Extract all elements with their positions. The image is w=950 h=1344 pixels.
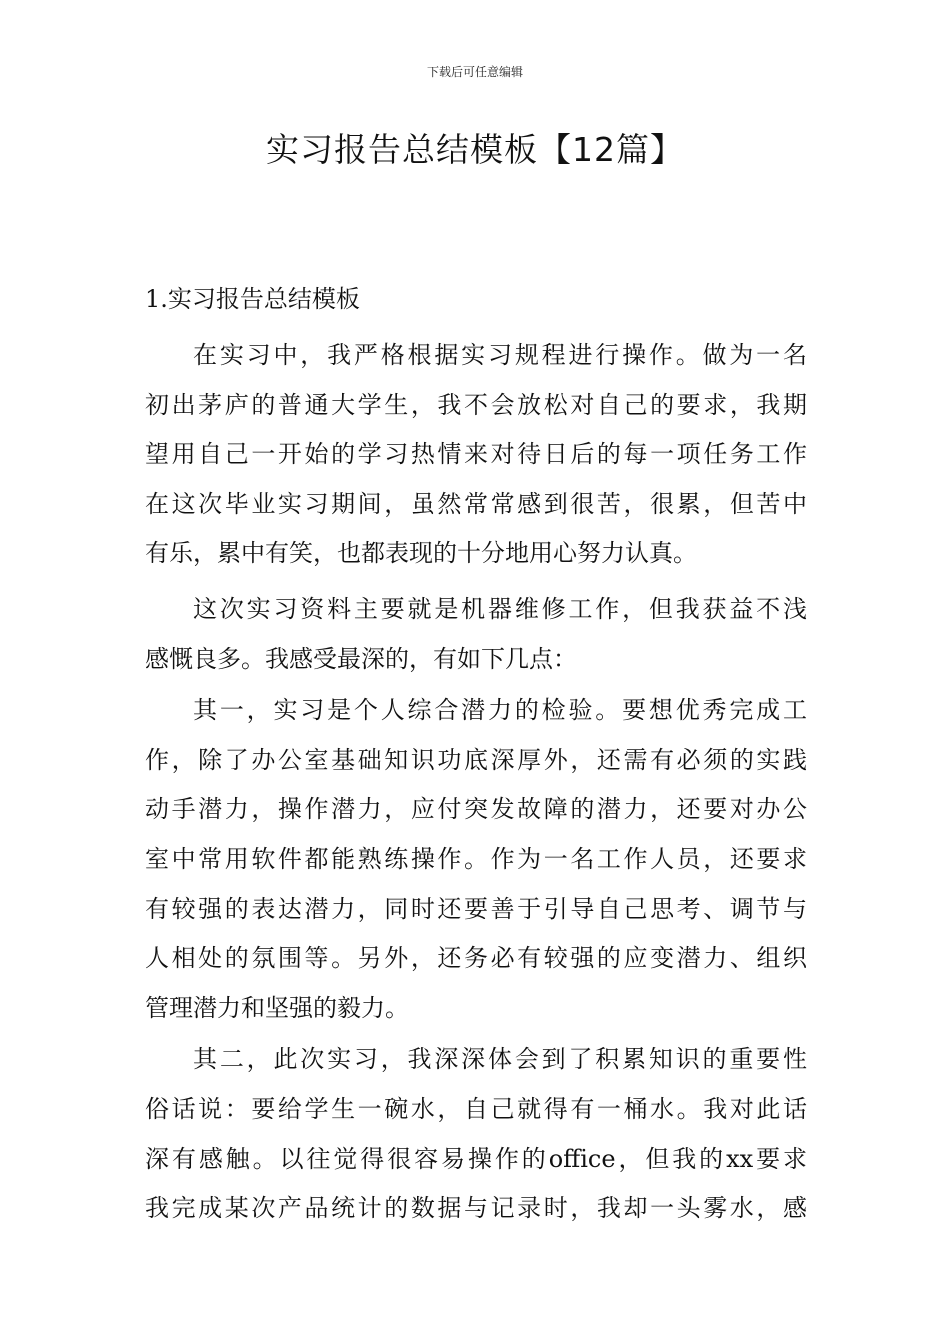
paragraph-line: 其二，此次实习，我深深体会到了积累知识的重要性 — [193, 1045, 807, 1074]
header-note: 下载后可任意编辑 — [426, 65, 523, 79]
paragraph — [145, 331, 807, 579]
paragraph-line: 望用自己一开始的学习热情来对待日后的每一项任务工作 — [145, 440, 807, 469]
paragraph-line: 有较强的表达潜力，同时还要善于引导自己思考、调节与 — [145, 894, 807, 923]
paragraph-line: 在实习中，我严格根据实习规程进行操作。做为一名 — [193, 341, 807, 369]
paragraph-line: 其一，实习是个人综合潜力的检验。要想优秀完成工 — [193, 696, 807, 725]
document-title: 实习报告总结模板【12篇】 — [266, 130, 684, 169]
section-heading: 1.实习报告总结模板 — [145, 285, 360, 313]
paragraph — [145, 686, 807, 1033]
paragraph-line: 这次实习资料主要就是机器维修工作，但我获益不浅 — [193, 594, 807, 623]
paragraph — [145, 585, 807, 684]
document-body — [145, 280, 807, 1234]
paragraph-line: 管理潜力和坚强的毅力。 — [145, 993, 409, 1022]
paragraph-line: 有乐，累中有笑，也都表现的十分地用心努力认真。 — [145, 539, 697, 568]
paragraph — [145, 1035, 807, 1233]
paragraph-line: 动手潜力，操作潜力，应付突发故障的潜力，还要对办公 — [145, 795, 807, 824]
paragraph-line: 人相处的氛围等。另外，还务必有较强的应变潜力、组织 — [145, 944, 807, 973]
paragraph-line: 在这次毕业实习期间，虽然常常感到很苦，很累，但苦中 — [145, 489, 807, 518]
paragraph-line: 深有感触。以往觉得很容易操作的office，但我的xx要求 — [145, 1144, 807, 1173]
paragraph-line: 我完成某次产品统计的数据与记录时，我却一头雾水，感 — [145, 1194, 807, 1223]
paragraph-line: 作，除了办公室基础知识功底深厚外，还需有必须的实践 — [145, 745, 807, 774]
paragraph-line: 俗话说：要给学生一碗水，自己就得有一桶水。我对此话 — [145, 1094, 807, 1123]
paragraph-line: 初出茅庐的普通大学生，我不会放松对自己的要求，我期 — [145, 390, 807, 419]
paragraph-line: 室中常用软件都能熟练操作。作为一名工作人员，还要求 — [145, 844, 807, 873]
paragraph-line: 感慨良多。我感受最深的，有如下几点： — [145, 644, 577, 673]
